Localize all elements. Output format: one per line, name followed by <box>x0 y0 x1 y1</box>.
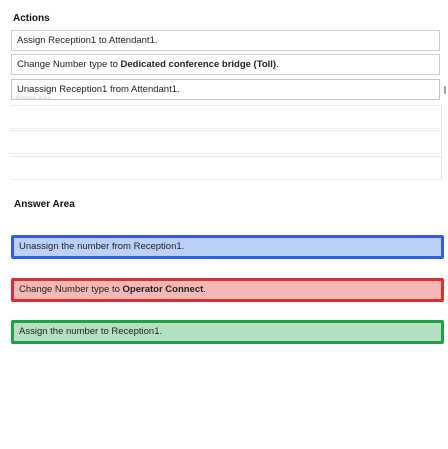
answer-assign-number[interactable] <box>11 320 444 344</box>
action-label-prefix: Change Number type to <box>17 59 121 70</box>
action-label: Assign Reception1 to Attendant1. <box>17 35 158 46</box>
answer-label-prefix: Change Number type to <box>19 284 123 295</box>
answer-label: Assign the number to Reception1. <box>19 326 163 337</box>
answer-label-bold: Operator Connect <box>122 284 204 295</box>
action-change-number-type-dedicated-bridge[interactable] <box>11 54 440 75</box>
empty-drop-slot <box>10 156 442 180</box>
answer-label: Unassign the number from Reception1. <box>19 241 185 252</box>
answer-label-suffix: . <box>203 284 206 295</box>
answer-unassign-number[interactable] <box>11 235 444 259</box>
empty-drop-slot <box>10 130 442 154</box>
action-label-bold: Dedicated conference bridge (Toll) <box>120 59 277 70</box>
drag-handle-icon <box>444 86 446 94</box>
actions-heading: Actions <box>13 13 50 24</box>
action-assign-reception-to-attendant[interactable] <box>11 30 440 51</box>
action-unassign-reception-from-attendant[interactable] <box>11 79 440 100</box>
faded-answer-area-hint: Answer Area <box>15 96 52 102</box>
answer-change-number-type-operator-connect[interactable] <box>11 278 444 302</box>
empty-drop-slot <box>10 105 442 129</box>
action-label: Unassign Reception1 from Attendant1. <box>17 84 180 95</box>
answer-area-heading: Answer Area <box>14 199 75 210</box>
action-label-suffix: . <box>276 59 279 70</box>
